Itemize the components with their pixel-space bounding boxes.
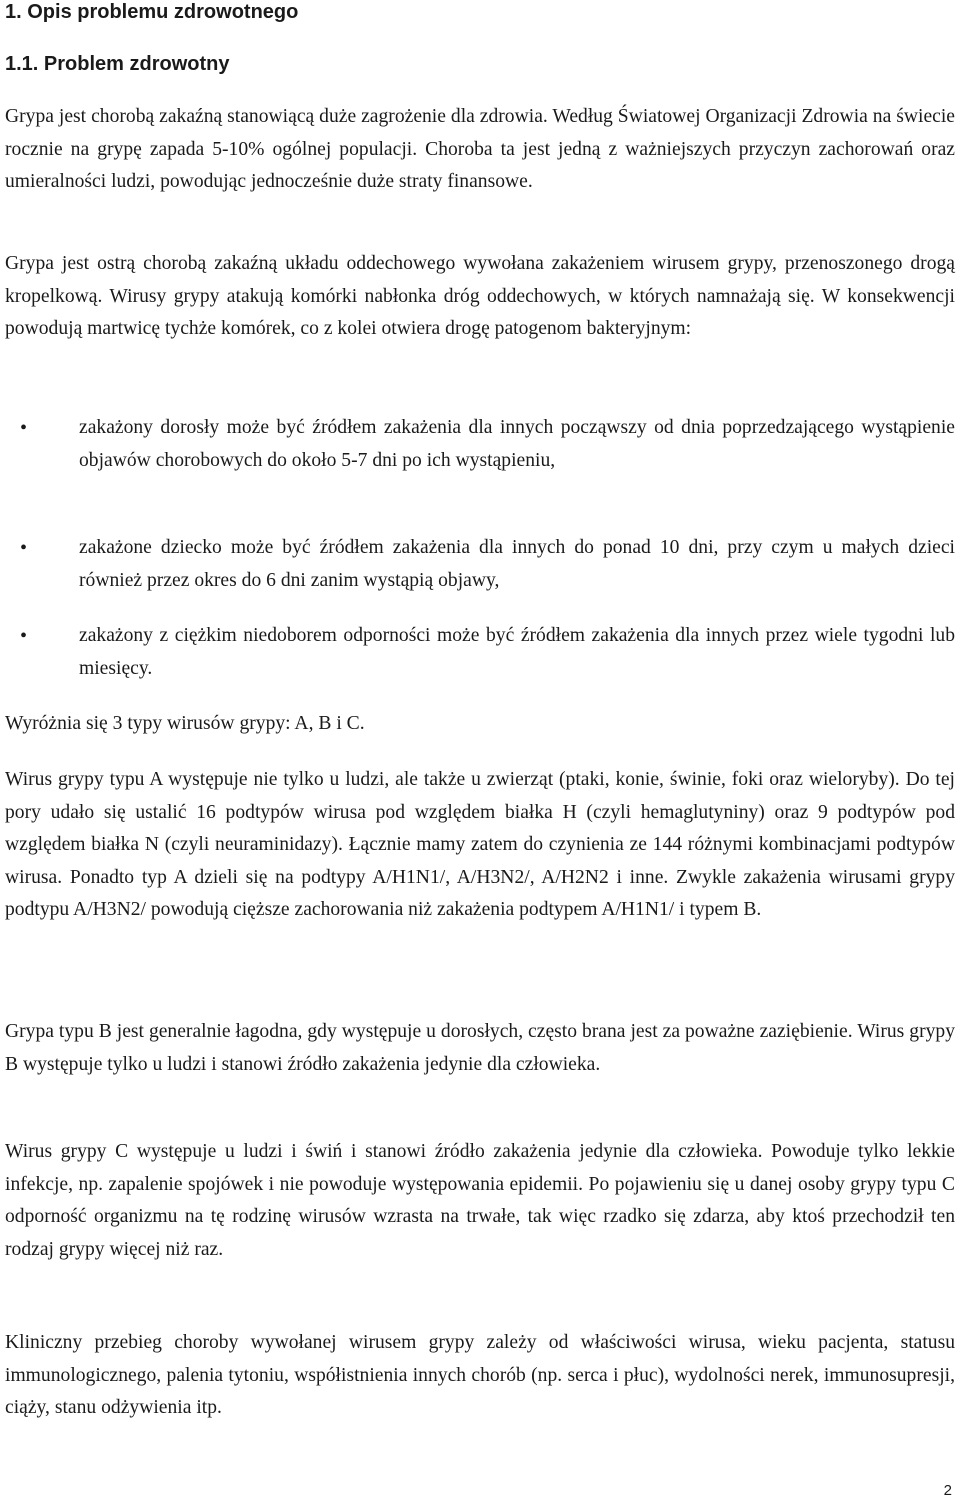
list-item [20, 620, 955, 685]
paragraph-type-a: Wirus grypy typu A występuje nie tylko u ludzi, ale także u zwierząt (ptaki, konie, świnie, foki oraz wieloryby). Do tej pory udało się ustalić 16 podtypów wirusa pod względem białka H (czyli hemaglutyniny) oraz 9 podtypów pod względem białka N (czyli neuraminidazy). Łącznie mamy zatem do czynienia ze 144 różnymi kombinacjami podtypów wirusa. Ponadto typ A dzieli się na podtypy A/H1N1/, A/H3N2/, A/H2N2 i inne. Zwykle zakażenia wirusami grypy podtypu A/H3N2/ powodują cięższe zachorowania niż zakażenia podtypem A/H1N1/ i typem B. [5, 769, 955, 921]
paragraph-flu-description: Grypa jest ostrą chorobą zakaźną układu oddechowego wywołana zakażeniem wirusem grypy, przenoszonego drogą kropelkową. Wirusy grypy atakują komórki nabłonka dróg oddechowych, w których namnażają się. W konsekwencji powodują martwicę tychże komórek, co z kolei otwiera drogę patogenom bakteryjnym: [5, 253, 955, 340]
list-item [20, 532, 955, 597]
subsection-heading: 1.1. Problem zdrowotny [5, 53, 230, 75]
list-item [20, 412, 955, 477]
paragraph-intro: Grypa jest chorobą zakaźną stanowiącą duże zagrożenie dla zdrowia. Według Światowej Organizacji Zdrowia na świecie rocznie na grypę zapada 5-10% ogólnej populacji. Choroba ta jest jedną z ważniejszych przyczyn zachorowań oraz umieralności ludzi, powodując jednocześnie duże straty finansowe. [5, 106, 955, 193]
bullet-icon: • [20, 625, 28, 647]
list-item-text: zakażony dorosły może być źródłem zakażenia dla innych począwszy od dnia poprzedzającego wystąpienie objawów chorobowych do około 5-7 dni po ich wystąpieniu, [79, 417, 955, 471]
paragraph-type-b: Grypa typu B jest generalnie łagodna, gdy występuje u dorosłych, często brana jest za poważne zaziębienie. Wirus grypy B występuje tylko u ludzi i stanowi źródło zakażenia jedynie dla człowieka. [5, 1021, 955, 1075]
bullet-icon: • [20, 417, 28, 439]
paragraph-virus-types: Wyróżnia się 3 typy wirusów grypy: A, B i C. [5, 713, 365, 734]
bullet-icon: • [20, 537, 28, 559]
section-heading: 1. Opis problemu zdrowotnego [5, 1, 299, 23]
paragraph-type-c: Wirus grypy C występuje u ludzi i świń i stanowi źródło zakażenia jedynie dla człowieka. Powoduje tylko lekkie infekcje, np. zapalenie spojówek i nie powoduje występowania epidemii. Po pojawieniu się u danej osoby grypy typu C odporność organizmu na tę rodzinę wirusów wzrasta na trwałe, tak więc rzadko się zdarza, aby ktoś przechodził ten rodzaj grypy więcej niż raz. [5, 1141, 955, 1260]
list-item-text: zakażone dziecko może być źródłem zakażenia dla innych do ponad 10 dni, przy czym u małych dzieci również przez okres do 6 dni zanim wystąpią objawy, [79, 537, 955, 591]
list-item-text: zakażony z ciężkim niedoborem odporności może być źródłem zakażenia dla innych przez wiele tygodni lub miesięcy. [79, 625, 955, 679]
page-number: 2 [943, 1482, 952, 1499]
paragraph-clinical-course: Kliniczny przebieg choroby wywołanej wirusem grypy zależy od właściwości wirusa, wieku pacjenta, statusu immunologicznego, palenia tytoniu, współistnienia innych chorób (np. serca i płuc), wydolności nerek, immunosupresji, ciąży, stanu odżywienia itp. [5, 1332, 955, 1419]
